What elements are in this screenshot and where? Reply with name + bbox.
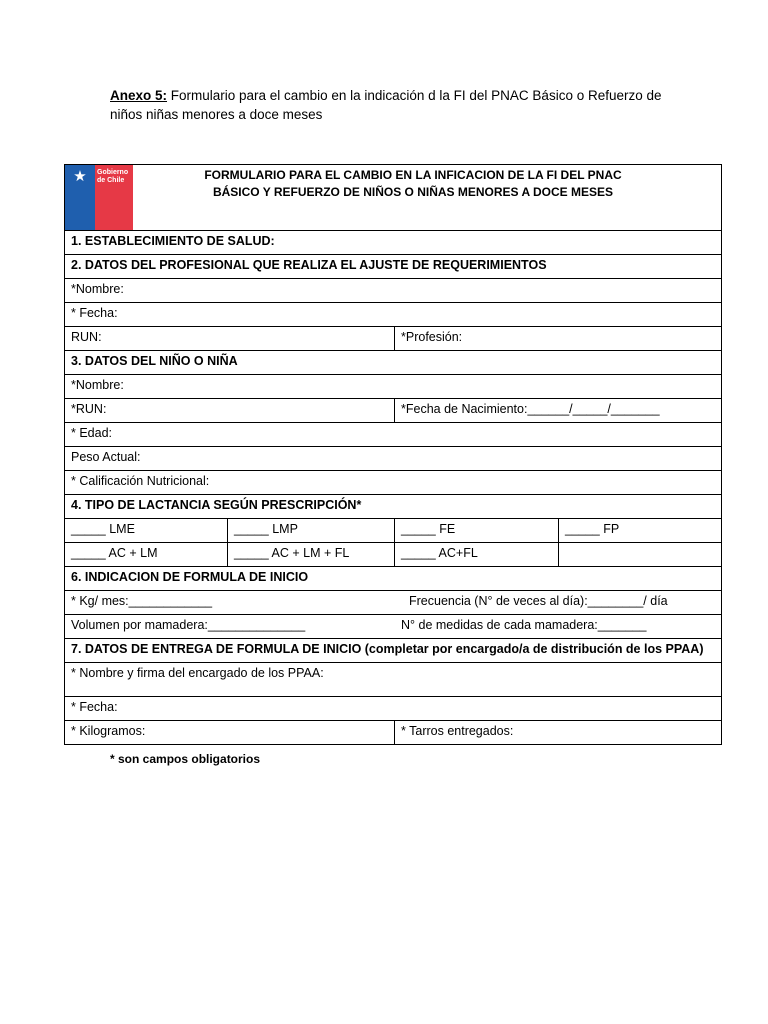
prof-fecha-field[interactable]: * Fecha: [71, 306, 118, 320]
volumen-medidas-row [65, 614, 721, 638]
nino-peso-row[interactable] [65, 446, 721, 470]
lactancia-row-1 [65, 518, 721, 542]
nino-nombre-row[interactable] [65, 374, 721, 398]
section-1-heading: 1. ESTABLECIMIENTO DE SALUD: [71, 234, 275, 248]
form-table [64, 164, 722, 745]
nino-calificacion-row[interactable] [65, 470, 721, 494]
lactancia-option[interactable]: _____ LMP [227, 519, 394, 542]
annex-label: Anexo 5: [110, 88, 168, 103]
required-fields-note: * son campos obligatorios [110, 752, 261, 766]
prof-nombre-row[interactable] [65, 278, 721, 302]
lactancia-option[interactable]: _____ AC + LM [71, 546, 158, 560]
entrega-tarros-field[interactable]: * Tarros entregados: [394, 721, 721, 744]
entrega-kg-row [65, 720, 721, 744]
lactancia-option[interactable]: _____ AC + LM + FL [227, 543, 394, 566]
form-title [65, 167, 721, 201]
form-title-line2: BÁSICO Y REFUERZO DE NIÑOS O NIÑAS MENORES A DOCE MESES [212, 185, 614, 199]
section-4-heading: 4. TIPO DE LACTANCIA SEGÚN PRESCRIPCIÓN* [71, 498, 362, 512]
section-3-row [65, 350, 721, 374]
nino-nombre-field[interactable]: *Nombre: [71, 378, 124, 392]
section-7-heading: 7. DATOS DE ENTREGA DE FORMULA DE INICIO (completar por encargado/a de distribución de los PPAA) [71, 642, 704, 656]
volumen-field[interactable]: Volumen por mamadera:______________ [71, 618, 306, 632]
lactancia-option[interactable]: _____ FP [558, 519, 721, 542]
kg-frecuencia-row [65, 590, 721, 614]
section-1-row [65, 230, 721, 254]
kg-mes-field[interactable]: * Kg/ mes:____________ [71, 594, 213, 608]
prof-run-row [65, 326, 721, 350]
form-header [65, 165, 721, 230]
section-7-row [65, 638, 721, 662]
section-6-heading: 6. INDICACION DE FORMULA DE INICIO [71, 570, 309, 584]
section-4-row [65, 494, 721, 518]
section-2-heading: 2. DATOS DEL PROFESIONAL QUE REALIZA EL AJUSTE DE REQUERIMIENTOS [71, 258, 547, 272]
lactancia-option-empty [558, 543, 721, 566]
entrega-nombre-row[interactable] [65, 662, 721, 696]
section-3-heading: 3. DATOS DEL NIÑO O NIÑA [71, 354, 238, 368]
entrega-kg-field[interactable]: * Kilogramos: [71, 724, 146, 738]
frecuencia-field[interactable]: Frecuencia (N° de veces al día):________/ día [409, 594, 668, 608]
nino-fecha-nac-field[interactable]: *Fecha de Nacimiento:______/_____/_______ [394, 399, 721, 422]
nino-edad-row[interactable] [65, 422, 721, 446]
logo-text: Gobierno de Chile [97, 169, 129, 184]
prof-nombre-field[interactable]: *Nombre: [71, 282, 124, 296]
form-title-line1: FORMULARIO PARA EL CAMBIO EN LA INFICACION DE LA FI DEL PNAC [204, 168, 622, 182]
nino-calificacion-field[interactable]: * Calificación Nutricional: [71, 474, 210, 488]
lactancia-option[interactable]: _____ FE [394, 519, 558, 542]
entrega-nombre-field[interactable]: * Nombre y firma del encargado de los PPAA: [71, 666, 324, 680]
entrega-fecha-row[interactable] [65, 696, 721, 720]
entrega-fecha-field[interactable]: * Fecha: [71, 700, 118, 714]
medidas-field[interactable]: N° de medidas de cada mamadera:_______ [401, 618, 647, 632]
section-6-row [65, 566, 721, 590]
prof-profesion-field[interactable]: *Profesión: [394, 327, 721, 350]
section-2-row [65, 254, 721, 278]
nino-peso-field[interactable]: Peso Actual: [71, 450, 141, 464]
nino-run-row [65, 398, 721, 422]
annex-heading [110, 86, 690, 124]
lactancia-row-2 [65, 542, 721, 566]
annex-text: Formulario para el cambio en la indicación d la FI del PNAC Básico o Refuerzo de niños niñas menores a doce meses [110, 88, 662, 122]
nino-edad-field[interactable]: * Edad: [71, 426, 113, 440]
prof-fecha-row[interactable] [65, 302, 721, 326]
lactancia-option[interactable]: _____ LME [71, 522, 135, 536]
prof-run-field[interactable]: RUN: [71, 330, 102, 344]
star-icon: ★ [73, 168, 87, 185]
lactancia-option[interactable]: _____ AC+FL [394, 543, 558, 566]
nino-run-field[interactable]: *RUN: [71, 402, 107, 416]
